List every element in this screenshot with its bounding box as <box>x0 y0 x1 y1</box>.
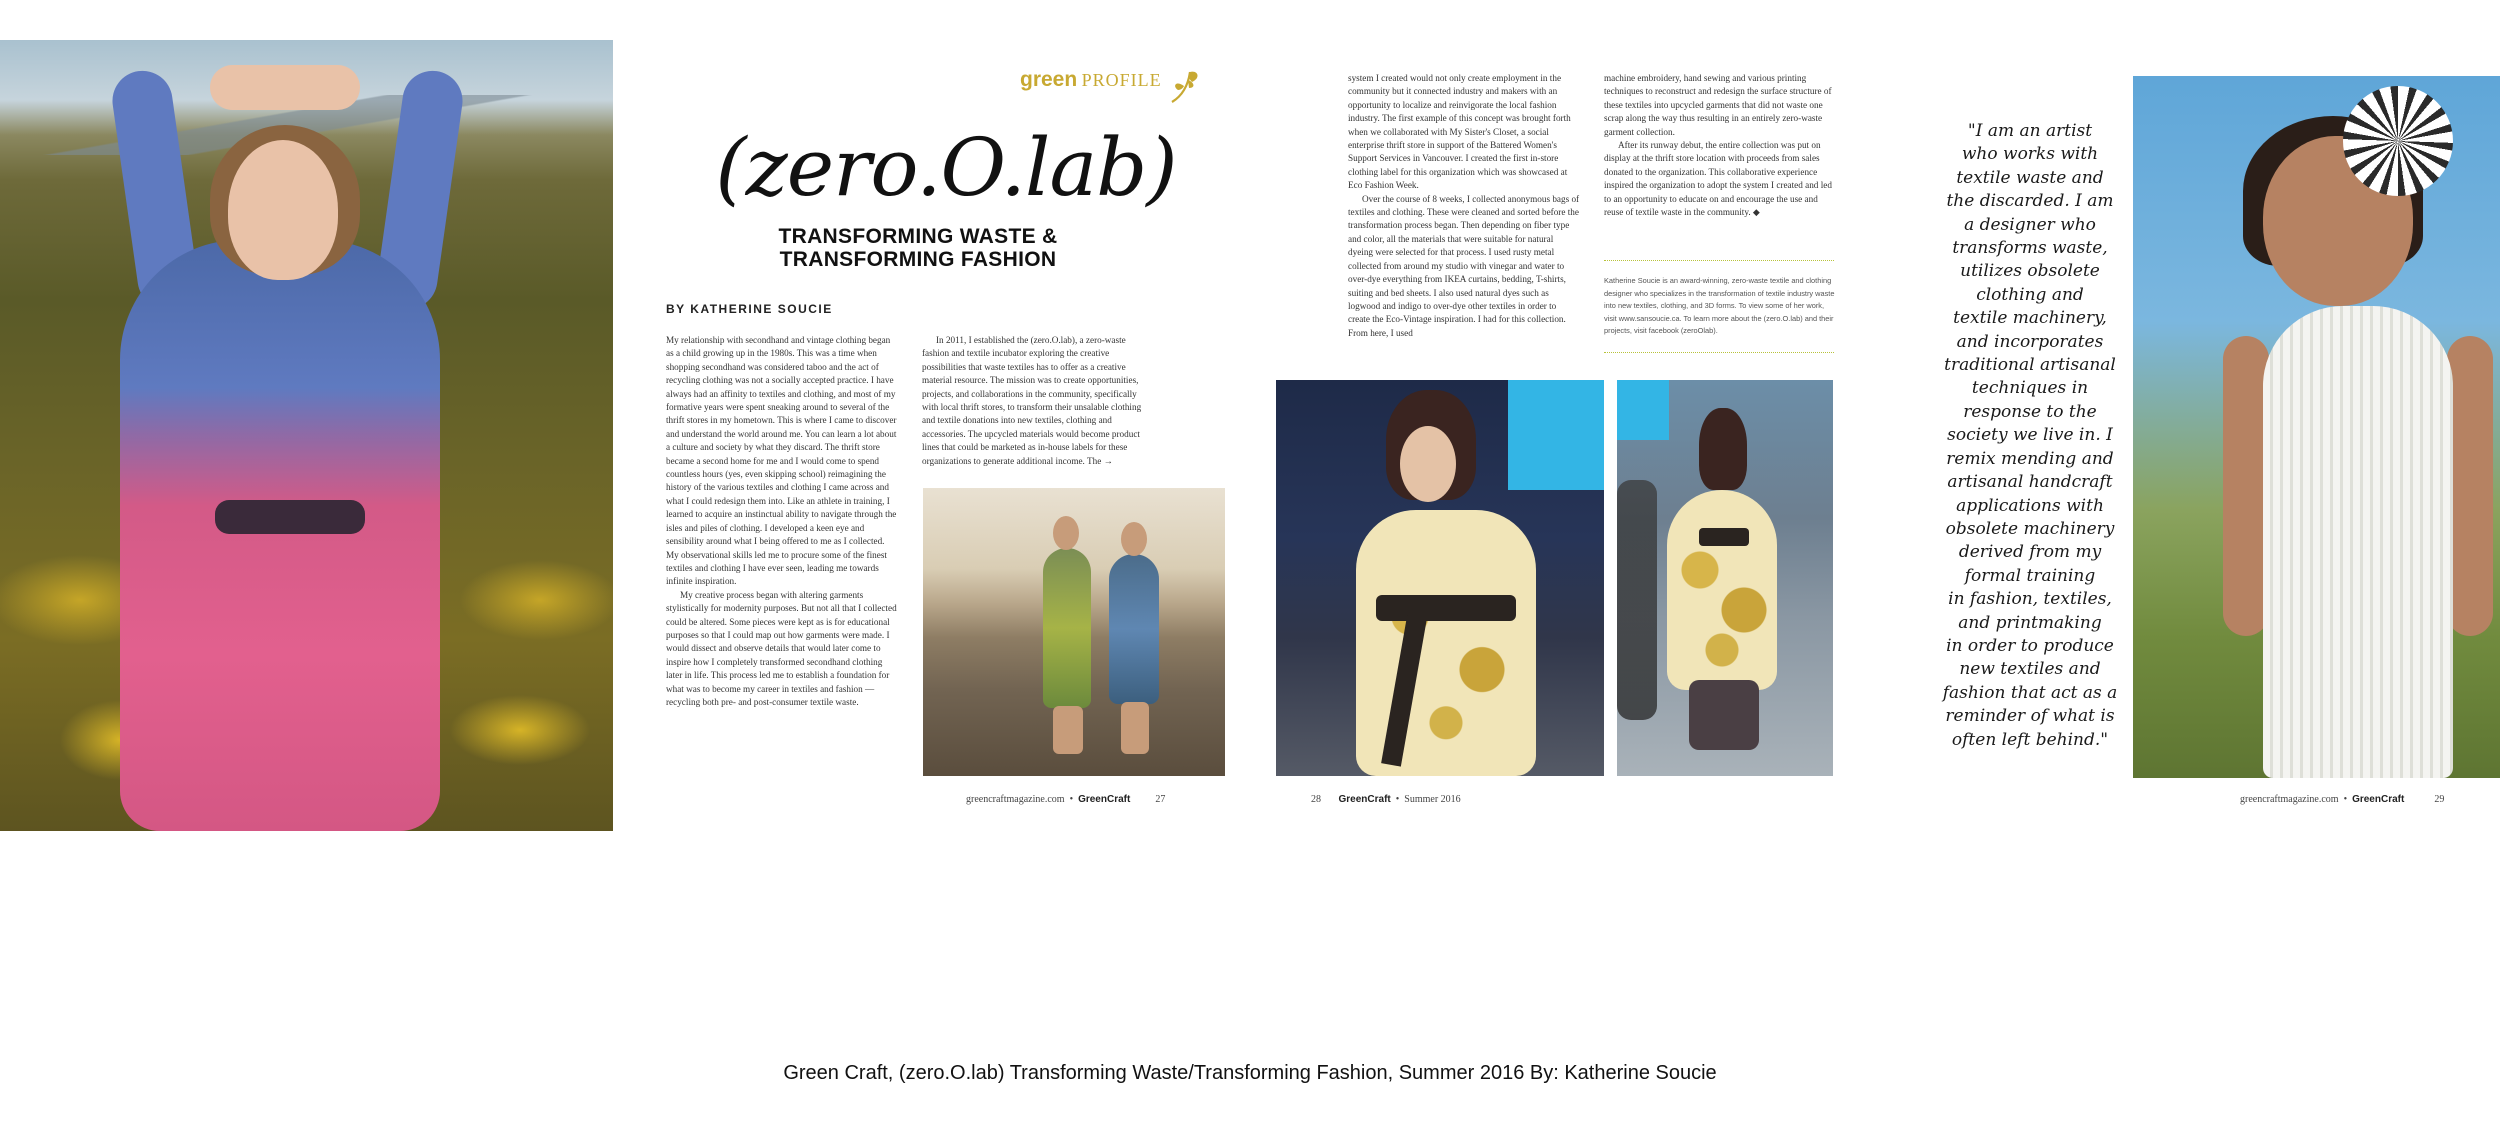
artisan-arm-right <box>2447 336 2493 636</box>
pull-quote-line: fashion that act as a <box>1942 682 2118 703</box>
paragraph: My creative process began with altering garments stylistically for modernity purposes. But not all that I collected could be altered. Some pieces were kept as is for educational purposes so that I could map out how garments were made. I would dissect and observe details that would later come to inspire how I completely transformed secondhand clothing later in life. This process led me to establish a foundation for what was to become my career in textiles and fashion — recycling both pre- and post-consumer textile waste. <box>666 589 897 707</box>
runway-yellow-dress <box>1356 510 1536 776</box>
pull-quote-line: techniques in <box>1971 378 2089 399</box>
body-column-2 <box>922 334 1154 468</box>
paragraph: system I created would not only create employment in the community but it connected industry and makers with an opportunity to localize and reinvigorate the local fashion industry. The first example of this concept was brought forth when we collaborated with My Sister's Closet, a social enterprise thrift store in support of the Battered Women's Support Services in Vancouver. I created the first in-store clothing label for this organization which was showcased at Eco Fashion Week. <box>1348 73 1571 191</box>
pull-quote-line: the discarded. I am <box>1946 191 2114 212</box>
footer-page-number: 28 <box>1311 794 1321 805</box>
body-column-3 <box>1348 72 1580 340</box>
backdrop-screen <box>1508 380 1604 490</box>
model-left-dress <box>1043 548 1091 708</box>
model-right-head <box>1121 522 1147 556</box>
footer-brand: GreenCraft <box>2352 794 2405 805</box>
model-hands <box>210 65 360 110</box>
pull-quote-line: textile machinery, <box>1953 308 2107 329</box>
page-folio-left: 76 GreenCraft • Summer 2016 <box>36 834 185 846</box>
pull-quote-line: who works with <box>1961 144 2099 165</box>
runway-sash-back <box>1699 528 1749 546</box>
pull-quote-line: in order to produce <box>1946 635 2114 656</box>
paragraph: machine embroidery, hand sewing and various printing techniques to reconstruct and redesign the surface structure of these textiles into upcycled garments that did not waste one scrap along the way thus resulting in an entirely zero-waste garment collection. <box>1604 73 1832 137</box>
footer-issue: Summer 2016 <box>1404 794 1461 805</box>
artisan-fringe-dress <box>2263 306 2453 778</box>
footer-page-number: 29 <box>2434 794 2445 805</box>
page-footer-29: greencraftmagazine.com • GreenCraft 29 <box>2240 794 2445 805</box>
model-belt <box>215 500 365 534</box>
runway-model-face <box>1400 426 1456 502</box>
pull-quote-line: society we live in. I <box>1947 425 2113 446</box>
bio-divider-bottom <box>1604 352 1834 353</box>
model-right-dress <box>1109 554 1159 704</box>
runway-model-boots <box>1689 680 1759 750</box>
pull-quote-line: transforms waste, <box>1952 238 2108 259</box>
artisan-headpiece <box>2343 86 2453 196</box>
pull-quote-line: obsolete machinery <box>1945 518 2115 539</box>
pull-quote-line: response to the <box>1963 401 2097 422</box>
logo-profile-word: PROFILE <box>1081 70 1162 90</box>
model-left-head <box>1053 516 1079 550</box>
runway-sash <box>1376 595 1516 621</box>
sprout-icon <box>1168 66 1202 106</box>
pull-quote-line: derived from my <box>1958 542 2102 563</box>
pull-quote-line: new textiles and <box>1959 659 2101 680</box>
page-footer-28: 28 GreenCraft • Summer 2016 <box>1311 794 1461 805</box>
paragraph: In 2011, I established the (zero.O.lab), a zero-waste fashion and textile incubator exploring the creative possibilities that waste textiles has to offer as a creative material resource. The mission was to create opportunities, projects, and collaborations in the community, specifically with local thrift stores, to transform their unsalable clothing and textile donations into new textiles, clothing and accessories. The upcycled materials would become product lines that could be marketed as in-house labels for these organizations to generate additional income. The → <box>922 335 1142 466</box>
model-left-legs <box>1053 706 1083 754</box>
footer-brand: GreenCraft <box>1338 794 1391 805</box>
spread-caption: Green Craft, (zero.O.lab) Transforming Waste/Transforming Fashion, Summer 2016 By: Katherine Soucie <box>783 1062 1717 1084</box>
photo-woman-in-meadow <box>0 40 613 846</box>
article-title: (zero.O.lab) <box>715 121 1177 214</box>
pull-quote-line: a designer who <box>1964 214 2096 235</box>
pull-quote-line: and printmaking <box>1958 612 2102 633</box>
photo-runway-model-back <box>1617 380 1833 776</box>
model-face <box>228 140 338 280</box>
logo-green-word: green <box>1020 68 1078 91</box>
pull-quote-line: traditional artisanal <box>1944 355 2116 376</box>
backdrop-screen <box>1617 380 1669 440</box>
pull-quote-line: formal training <box>1964 565 2096 586</box>
photo-artisan-in-white-dress <box>2133 76 2500 778</box>
pull-quote-line: artisanal handcraft <box>1947 472 2113 493</box>
pull-quote <box>1930 120 2130 752</box>
pull-quote-line: "I am an artist <box>1967 121 2093 141</box>
paragraph: My relationship with secondhand and vintage clothing began as a child growing up in the 1980s. This was a time when shopping secondhand was considered taboo and the act of recycling clothing was not a socially accepted practice. I have always had an affinity to textiles and clothing, and most of my formative years were spent sneaking around to several of the thrift stores in my hometown. This is where I came to discover and understand the world around me. You can learn a lot about a culture and society by what they discard. The thrift store became a second home for me and I would come to spend countless hours (yes, even skipping school) reimagining the history of the various textiles and clothing I came across and what I could redesign them into. Like an athlete in training, I learned to acquire an instinctual ability to navigate through the isles and piles of clothing. I developed a keen eye and sensibility around what I being offered to me as I collected. My observational skills led me to procure some of the finest textiles and clothing I have ever seen, leading me towards infinite inspiration. <box>666 335 897 587</box>
subtitle-line-1: TRANSFORMING WASTE & <box>778 225 1058 248</box>
paragraph: Over the course of 8 weeks, I collected anonymous bags of textiles and clothing. These were cleaned and sorted before the transformation process began. Then depending on fiber type and color, all the materials that were suitable for natural dyeing were selected for that process. I used rusty metal collected from around my studio with vinegar and water to over-dye everything from IKEA curtains, bedding, T-shirts, suiting and bed sheets. I also used natural dyes such as logwood and indigo to over-dye other textiles in order to create the Eco-Vintage inspiration. I had for this collection. From here, I used <box>1348 193 1580 338</box>
model-dress <box>120 240 440 831</box>
subtitle-line-2: TRANSFORMING FASHION <box>779 248 1057 271</box>
paragraph: After its runway debut, the entire collection was put on display at the thrift store location with proceeds from sales donated to the organization. This collaborative experience inspired the organization to adopt the system I created and led to an opportunity to educate on and encourage the use and reuse of textile waste in the community. ◆ <box>1604 140 1832 218</box>
photo-runway-model-front <box>1276 380 1604 776</box>
pull-quote-line: and incorporates <box>1956 331 2104 352</box>
runway-model-back-hair <box>1699 408 1747 490</box>
page-footer-27: greencraftmagazine.com • GreenCraft 27 <box>966 794 1166 805</box>
model-right-legs <box>1121 702 1149 754</box>
audience-silhouettes <box>1617 480 1657 720</box>
pull-quote-line: textile waste and <box>1956 167 2104 188</box>
footer-site: greencraftmagazine.com <box>2240 794 2339 805</box>
body-column-1 <box>666 334 898 709</box>
pull-quote-line: utilizes obsolete <box>1960 261 2100 282</box>
body-column-4 <box>1604 72 1836 219</box>
byline: BY KATHERINE SOUCIE <box>666 302 833 316</box>
footer-site: greencraftmagazine.com <box>966 794 1065 805</box>
runway-yellow-dress-back <box>1667 490 1777 690</box>
photo-two-models-on-beach <box>923 488 1225 776</box>
green-profile-logo <box>1020 68 1190 112</box>
pull-quote-line: clothing and <box>1976 284 2084 305</box>
pull-quote-line: reminder of what is <box>1945 706 2115 727</box>
pull-quote-line: in fashion, textiles, <box>1948 589 2112 610</box>
footer-brand: GreenCraft <box>1078 794 1131 805</box>
footer-page-number: 27 <box>1155 794 1166 805</box>
pull-quote-line: remix mending and <box>1946 448 2114 469</box>
author-bio: Katherine Soucie is an award-winning, zero-waste textile and clothing designer who specializes in the transformation of textile industry waste into new textiles, clothing, and 3D forms. To view some of her work, visit www.sansoucie.ca. To learn more about the (zero.O.lab) and their projects, visit facebook (zeroOlab). <box>1604 276 1835 335</box>
pull-quote-line: applications with <box>1956 495 2104 516</box>
bio-divider-top <box>1604 260 1834 261</box>
article-subtitle <box>706 225 1130 271</box>
pull-quote-line: often left behind." <box>1951 729 2109 750</box>
